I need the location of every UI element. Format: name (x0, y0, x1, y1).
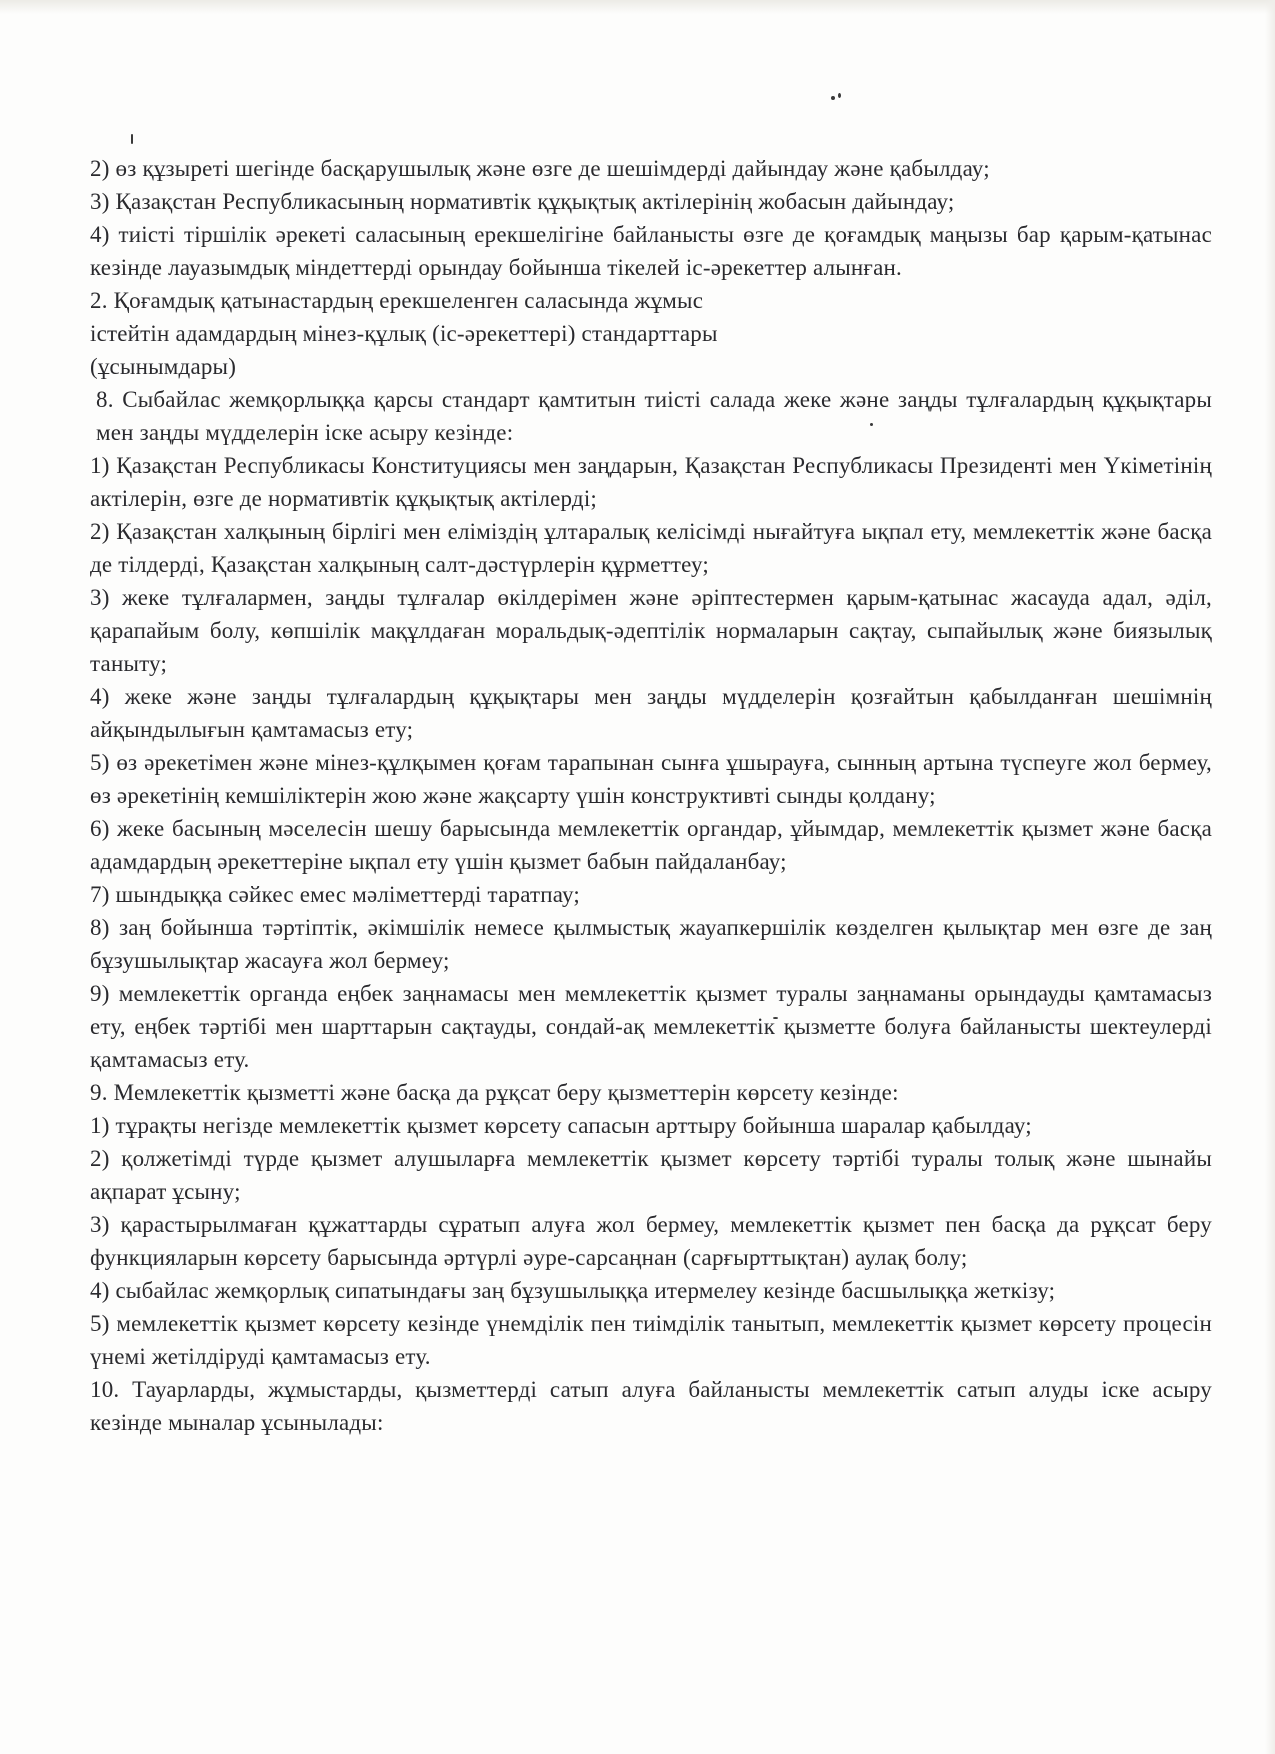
scan-speck (131, 134, 133, 144)
clause-8-item-1: 1) Қазақстан Республикасы Конституциясы мен заңдарын, Қазақстан Республикасы Президенті мен Үкіметінің актілерін, өзге де нормативтік құқықтық актілерді; (90, 453, 1212, 511)
section-heading-line-1: 2. Қоғамдық қатынастардың ерекшеленген саласында жұмыс (90, 288, 704, 313)
clause-8-item-4: 4) жеке және заңды тұлғалардың құқықтары мен заңды мүдделерін қозғайтын қабылданған шешімнің айқындылығын қамтамасыз ету; (90, 684, 1212, 742)
clause-9-item-4: 4) сыбайлас жемқорлық сипатындағы заң бұзушылыққа итермелеу кезінде басшылыққа жеткізу; (90, 1278, 1056, 1303)
list-item-2-4: 4) тиісті тіршілік әрекеті саласының ерекшелігіне байланысты өзге де қоғамдық маңызы бар қарым-қатынас кезінде лауазымдық міндеттерді орындау бойынша тікелей іс-әрекеттер алынған. (90, 222, 1212, 280)
clause-8-item-8: 8) заң бойынша тәртіптік, әкімшілік немесе қылмыстық жауапкершілік көзделген қылықтар мен өзге де заң бұзушылықтар жасауға жол бермеу; (90, 915, 1212, 973)
clause-9-intro: 9. Мемлекеттік қызметті және басқа да рұқсат беру қызметтерін көрсету кезінде: (90, 1080, 899, 1105)
section-heading-line-2: істейтін адамдардың мінез-құлық (іс-әрекеттері) стандарттары (90, 321, 718, 346)
scan-speck (838, 93, 841, 98)
clause-8-item-5: 5) өз әрекетімен және мінез-құлқымен қоғам тарапынан сынға ұшырауға, сынның артына түспеуге жол бермеу, өз әрекетінің кемшіліктерін жою және жақсарту үшін конструктивті сынды қолдану; (90, 750, 1212, 808)
scan-edge-top (0, 0, 1275, 14)
clause-9-item-3: 3) қарастырылмаған құжаттарды сұратып алуға жол бермеу, мемлекеттік қызмет пен басқа да рұқсат беру функцияларын көрсету барысында әртүрлі әуре-сарсаңнан (сарғырттықтан) аулақ болу; (90, 1212, 1212, 1270)
clause-9-item-2: 2) қолжетімді түрде қызмет алушыларға мемлекеттік қызмет көрсету тәртібі туралы толық және шынайы ақпарат ұсыну; (90, 1146, 1212, 1204)
clause-10-intro: 10. Тауарларды, жұмыстарды, қызметтерді сатып алуға байланысты мемлекеттік сатып алуды іске асыру кезінде мыналар ұсынылады: (90, 1377, 1212, 1435)
list-item-2-2: 2) өз құзыреті шегінде басқарушылық және өзге де шешімдерді дайындау және қабылдау; (90, 156, 990, 181)
section-heading-line-3: (ұсынымдары) (90, 354, 237, 379)
clause-8-item-3: 3) жеке тұлғалармен, заңды тұлғалар өкілдерімен және әріптестермен қарым-қатынас жасауда адал, әділ, қарапайым болу, көпшілік мақұлдаған моральдық-әдептілік нормаларын сақтау, сыпайылық және биязылық таныту; (90, 585, 1212, 676)
clause-8-item-9: 9) мемлекеттік органда еңбек заңнамасы мен мемлекеттік қызмет туралы заңнаманы орындауды қамтамасыз ету, еңбек тәртібі мен шарттарын сақтауды, сондай-ақ мемлекеттік қызметте болуға байланысты шектеулерді қамтамасыз ету. (90, 981, 1212, 1072)
clause-8-item-2: 2) Қазақстан халқының бірлігі мен еліміздің ұлтаралық келісімді нығайтуға ықпал ету, мемлекеттік және басқа де тілдерді, Қазақстан халқының салт-дәстүрлерін құрметтеу; (90, 519, 1212, 577)
scan-edge-right (1265, 0, 1275, 1754)
clause-8-item-7: 7) шындыққа сәйкес емес мәліметтерді таратпау; (90, 882, 580, 907)
clause-8-intro: 8. Сыбайлас жемқорлыққа қарсы стандарт қамтитын тиісті салада жеке және заңды тұлғалардың құқықтары мен заңды мүдделерін іске асыру кезінде: (96, 387, 1212, 445)
clause-9-item-1: 1) тұрақты негізде мемлекеттік қызмет көрсету сапасын арттыру бойынша шаралар қабылдау; (90, 1113, 1032, 1138)
clause-8-item-6: 6) жеке басының мәселесін шешу барысында мемлекеттік органдар, ұйымдар, мемлекеттік қызмет және басқа адамдардың әрекеттеріне ықпал ету үшін қызмет бабын пайдаланбау; (90, 816, 1212, 874)
document-body (90, 152, 1212, 1439)
list-item-2-3: 3) Қазақстан Республикасының нормативтік құқықтық актілерінің жобасын дайындау; (90, 189, 955, 214)
clause-9-item-5: 5) мемлекеттік қызмет көрсету кезінде үнемділік пен тиімділік танытып, мемлекеттік қызмет көрсету процесін үнемі жетілдіруді қамтамасыз ету. (90, 1311, 1212, 1369)
scan-speck (831, 96, 835, 100)
